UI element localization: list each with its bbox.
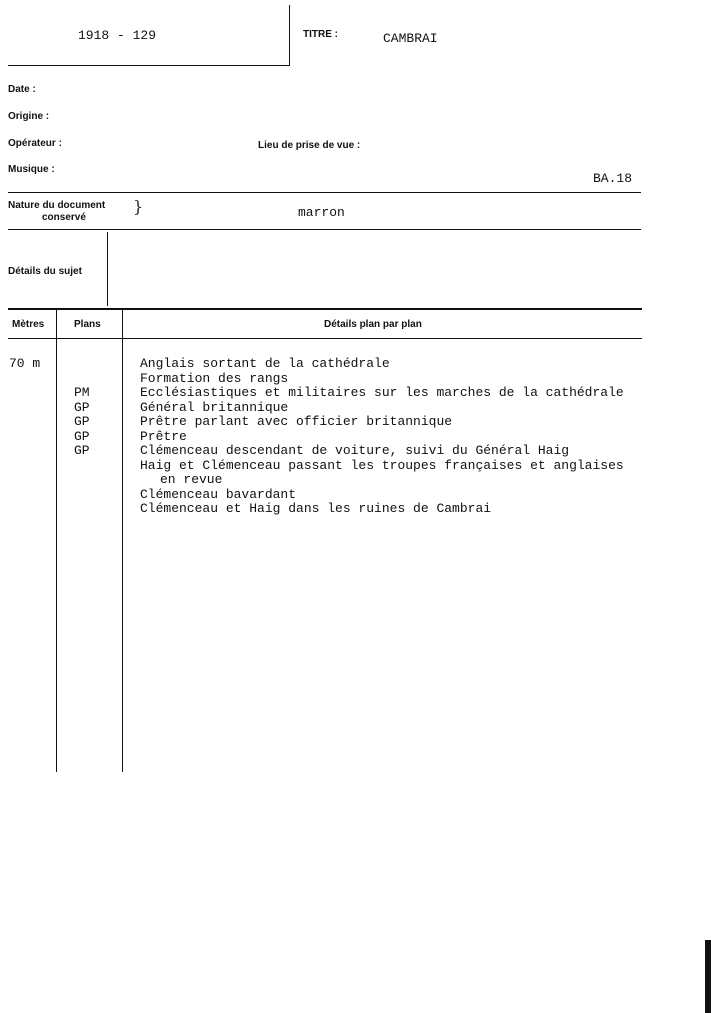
table-top-rule: [8, 308, 642, 310]
details-list: [140, 357, 624, 517]
archive-code: BA.18: [593, 171, 633, 186]
plan-cell: [74, 372, 90, 387]
origine-label: Origine :: [8, 111, 50, 122]
plan-cell: GP: [74, 428, 90, 444]
col-details-header: Détails plan par plan: [324, 319, 422, 330]
plan-cell: GP: [74, 414, 90, 429]
detail-cell: Clémenceau bavardant: [140, 486, 297, 502]
nature-label-line1: Nature du document: [8, 200, 106, 211]
col-plans-header: Plans: [74, 319, 101, 330]
plan-cell: PM: [74, 385, 90, 400]
detail-cell: Prêtre: [140, 428, 187, 444]
scan-edge-shadow: [705, 940, 711, 1013]
nature-value: marron: [298, 205, 345, 220]
nature-label-line2: conservé: [42, 212, 86, 223]
nature-top-rule: [8, 192, 641, 193]
lieu-label: Lieu de prise de vue :: [258, 140, 361, 151]
plan-cell: [74, 459, 90, 474]
plan-cell: [74, 502, 90, 517]
detail-cell: Clémenceau et Haig dans les ruines de Cambrai: [140, 501, 492, 516]
detail-cell: Ecclésiastiques et militaires sur les marches de la cathédrale: [140, 385, 624, 400]
detail-cell: Formation des rangs: [140, 370, 289, 386]
plan-cell: [74, 488, 90, 503]
col-metres-header: Mètres: [12, 319, 45, 330]
plan-cell: [74, 357, 90, 372]
title-label: TITRE :: [303, 29, 338, 40]
title-value: CAMBRAI: [383, 31, 438, 46]
reference-number: 1918 - 129: [78, 28, 157, 43]
header-box-right-border: [289, 5, 290, 66]
col-divider-2: [122, 310, 123, 772]
plan-cell: GP: [74, 443, 90, 458]
musique-label: Musique :: [8, 164, 55, 175]
table-header-rule: [8, 338, 642, 339]
sujet-brace-line: [107, 232, 108, 306]
metres-value: 70 m: [9, 356, 41, 371]
plan-cell: GP: [74, 399, 90, 415]
detail-cell: Général britannique: [140, 399, 289, 415]
detail-cell: en revue: [160, 472, 223, 487]
detail-cell: Clémenceau descendant de voiture, suivi du Général Haig: [140, 443, 570, 458]
nature-bottom-rule: [8, 229, 641, 230]
header-box-bottom-border: [8, 65, 290, 66]
plan-cell: [74, 473, 90, 488]
nature-brace: }: [133, 197, 144, 216]
date-label: Date :: [8, 84, 36, 95]
detail-cell: Prêtre parlant avec officier britannique: [140, 414, 453, 429]
detail-cell: Haig et Clémenceau passant les troupes françaises et anglaises: [140, 457, 624, 473]
plans-list: [74, 357, 90, 517]
sujet-label: Détails du sujet: [8, 266, 82, 277]
detail-cell: Anglais sortant de la cathédrale: [140, 356, 390, 371]
col-divider-1: [56, 310, 57, 772]
operateur-label: Opérateur :: [8, 138, 62, 149]
